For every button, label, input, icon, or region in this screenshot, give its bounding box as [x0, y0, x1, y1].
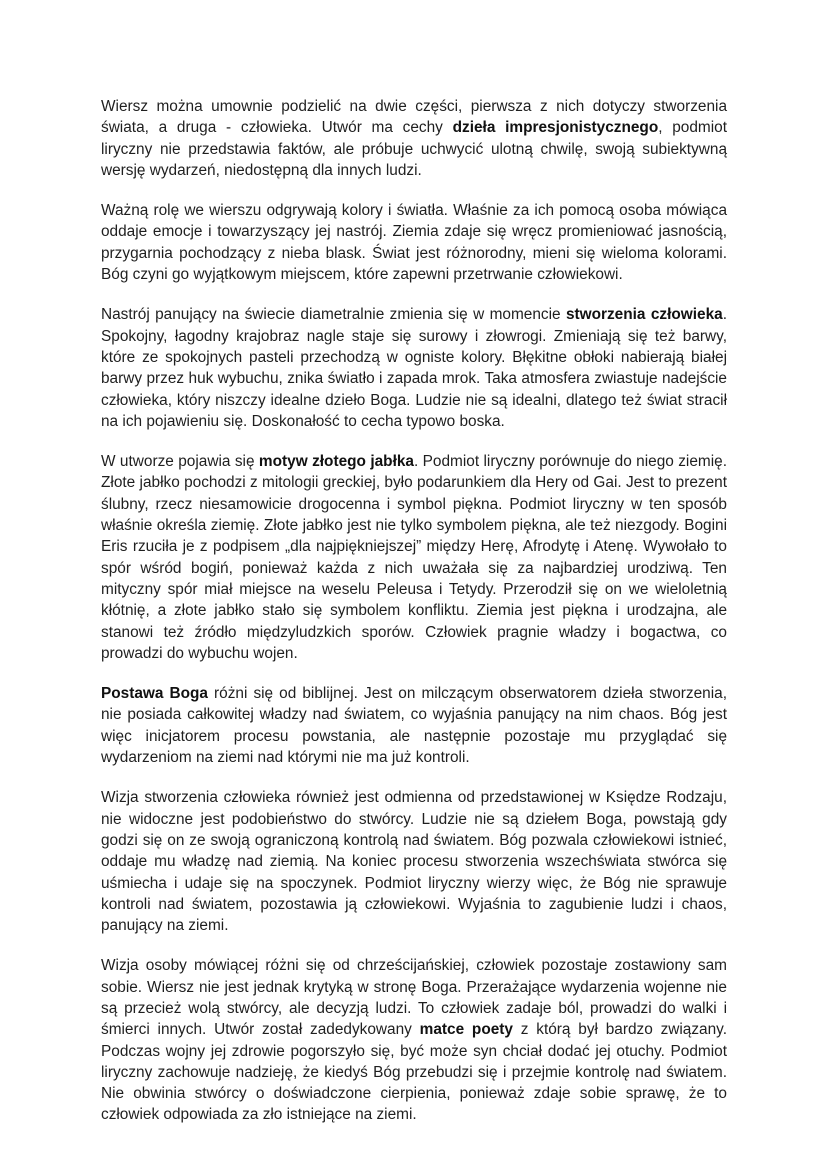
paragraph-speaker-vision — [101, 955, 727, 1125]
text-segment: . Spokojny, łagodny krajobraz nagle staje się surowy i złowrogi. Zmieniają się też barwy, które ze spokojnych pasteli przechodzą w ogniste kolory. Błękitne obłoki nabierają białej barwy przez huk wybuchu, znika światło i zapada mrok. Taka atmosfera zwiastuje nadejście człowieka, który niszczy idealne dzieło Boga. Ludzie nie są idealni, dlatego też świat stracił na ich pojawieniu się. Doskonałość to cecha typowo boska. — [101, 306, 727, 430]
bold-phrase: dzieła impresjonistycznego — [452, 119, 659, 137]
bold-phrase: motyw złotego jabłka — [258, 453, 414, 471]
text-segment: różni się od biblijnej. Jest on milczącym obserwatorem dzieła stworzenia, nie posiada całkowitej władzy nad światem, co wyjaśnia panujący na nim chaos. Bóg jest więc inicjatorem procesu powstania, ale następnie pozostaje mu przyglądać się wydarzeniom na ziemi nad którymi nie ma już kontroli. — [101, 685, 727, 767]
paragraph-god-attitude — [101, 683, 727, 768]
paragraph-colors — [101, 200, 727, 285]
text-segment: z którą był bardzo związany. Podczas wojny jej zdrowie pogorszyło się, być może syn chciał dodać jej otuchy. Podmiot liryczny zachowuje nadzieję, że kiedyś Bóg przebudzi się i przejmie kontrolę nad światem. Nie obwinia stwórcy o doświadczone cierpienia, ponieważ zdaje sobie sprawę, że to człowiek odpowiada za zło istniejące na ziemi. — [101, 1021, 727, 1124]
text-segment: Wiersz można umownie podzielić na dwie części, pierwsza z nich dotyczy stworzenia świata, a druga - człowieka. Utwór ma cechy — [101, 98, 727, 137]
text-segment: Ważną rolę we wierszu odgrywają kolory i światła. Właśnie za ich pomocą osoba mówiąca oddaje emocje i towarzyszący jej nastrój. Ziemia zdaje się wręcz promieniować jasnością, przygarnia pochodzący z nieba blask. Świat jest różnorodny, mieni się wieloma kolorami. Bóg czyni go wyjątkowym miejscem, które zapewni przetrwanie człowiekowi. — [101, 202, 727, 284]
paragraph-human-creation — [101, 787, 727, 936]
text-segment: , podmiot liryczny nie przedstawia faktów, ale próbuje uchwycić ulotną chwilę, swoją subiektywną wersję wydarzeń, niedostępną dla innych ludzi. — [101, 119, 727, 179]
bold-phrase: stworzenia człowieka — [565, 306, 723, 324]
bold-phrase: Postawa Boga — [101, 685, 208, 703]
paragraph-mood — [101, 304, 727, 432]
text-segment: Wizja stworzenia człowieka również jest odmienna od przedstawionej w Księdze Rodzaju, nie widoczne jest podobieństwo do stwórcy. Ludzie nie są dziełem Boga, powstają gdy godzi się on ze swoją ograniczoną kontrolą nad światem. Bóg pozwala człowiekowi istnieć, oddaje mu władzę nad ziemią. Na koniec procesu stworzenia wszechświata stwórca się uśmiecha i udaje się na spoczynek. Podmiot liryczny wierzy więc, że Bóg nie sprawuje kontroli nad światem, pozostawia ją człowiekowi. Wyjaśnia to zagubienie ludzi i chaos, panujący na ziemi. — [101, 789, 727, 935]
paragraph-intro — [101, 96, 727, 181]
bold-phrase: matce poety — [419, 1021, 513, 1039]
document-page — [101, 96, 727, 1145]
paragraph-golden-apple — [101, 451, 727, 664]
text-segment: . Podmiot liryczny porównuje do niego ziemię. Złote jabłko pochodzi z mitologii greckiej, było podarunkiem dla Hery od Gai. Jest to prezent ślubny, rzecz niesamowicie drogocenna i symbol piękna. Podmiot liryczny w ten sposób właśnie określa ziemię. Złote jabłko jest nie tylko symbolem piękna, ale też niezgody. Bogini Eris rzuciła je z podpisem „dla najpiękniejszej” między Herę, Afrodytę i Atenę. Wywołało to spór wśród bogiń, ponieważ każda z nich uważała się za najbardziej urodziwą. Ten mityczny spór miał miejsce na weselu Peleusa i Tetydy. Przerodził się on we wieloletnią kłótnię, a złote jabłko stało się symbolem konfliktu. Ziemia jest piękna i urodzajna, ale stanowi też źródło międzyludzkich sporów. Człowiek pragnie władzy i bogactwa, co prowadzi do wybuchu wojen. — [101, 453, 727, 662]
text-segment: W utworze pojawia się — [101, 453, 259, 471]
text-segment: Wizja osoby mówiącej różni się od chrześcijańskiej, człowiek pozostaje zostawiony sam sobie. Wiersz nie jest jednak krytyką w stronę Boga. Przerażające wydarzenia wojenne nie są przecież wolą stwórcy, ale decyzją ludzi. To człowiek zadaje ból, prowadzi do walki i śmierci innych. Utwór został zadedykowany — [101, 957, 727, 1039]
text-segment: Nastrój panujący na świecie diametralnie zmienia się w momencie — [101, 306, 566, 324]
